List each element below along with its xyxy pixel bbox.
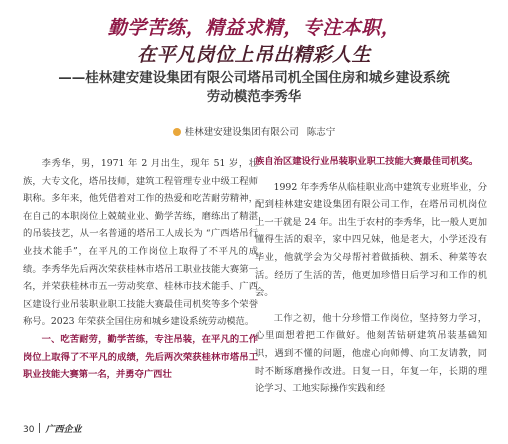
article-title-line-2: 在平凡岗位上吊出精彩人生 (136, 44, 371, 66)
body-paragraph: 工作之初，他十分珍惜工作岗位，坚持努力学习，心里面想着把工作做好。他刻苦钻研建筑吊装基础知识，遇到不懂的问题，他虚心向师傅、向工友请教，同时不断琢磨操作改进。日复一日，年复一年，长期的理论学习、工地实际操作实践和经 (255, 312, 487, 395)
article-title-line-1: 勤学苦练，精益求精，专注本职， (107, 17, 401, 39)
right-column (255, 153, 487, 398)
footer-divider (39, 423, 40, 433)
body-paragraph: 1992 年李秀华从临桂职业高中建筑专业班毕业，分配到桂林建安建设集团有限公司工作，在塔吊司机岗位上一干就是 24 年。出生于农村的李秀华，比一般人更加懂得生活的艰辛，家中四兄妹，他是老大，小学还没有毕业，他就学会为父母帮衬着做插秧、割禾、种菜等农活。经历了生活的苦，他更加珍惜日后学习和工作的机会。 (255, 181, 487, 299)
byline (0, 124, 508, 138)
byline-author: 陈志宁 (306, 127, 336, 138)
bullet-dot-icon (173, 128, 181, 136)
subtitle-line-1: ——桂林建安建设集团有限公司塔吊司机全国住房和城乡建设系统 (58, 70, 450, 86)
section-heading: 一、吃苦耐劳，勤学苦练，专注吊装，在平凡的工作岗位上取得了不平凡的成绩，先后两次荣获桂林市塔吊工职业技能大赛第一名，并勇夺广西壮 (23, 333, 258, 381)
page-number: 30 (23, 425, 35, 435)
article-subtitle (0, 69, 508, 107)
section-heading-continued: 族自治区建设行业吊装职业职工技能大赛最佳司机奖。 (255, 156, 479, 167)
subtitle-line-2: 劳动模范李秀华 (206, 89, 302, 105)
magazine-name: 广西企业 (45, 425, 82, 435)
page-footer (23, 422, 81, 435)
byline-organization: 桂林建安建设集团有限公司 (184, 127, 299, 138)
left-column (23, 155, 258, 384)
body-paragraph: 李秀华，男，1971 年 2 月出生，现年 51 岁，壮族，大专文化，塔吊技师，建筑工程管理专业中级工程师职称。多年来，他凭借着对工作的热爱和吃苦耐劳精神，在自己的本职岗位上兢兢业业、勤学苦练，磨练出了精湛的吊装技艺，从一名普通的塔吊工人成长为 “广西塔吊行业技术能手”，在平凡的工作岗位上取得了不平凡的成绩。李秀华先后两次荣获桂林市塔吊工职业技能大赛第一名，并荣获桂林市五一劳动奖章、桂林市技术能手、广西区建设行业吊装职业职工技能大赛最佳司机奖等多个荣誉称号。2023 年荣获全国住房和城乡建设系统劳动模范。 (23, 158, 258, 328)
